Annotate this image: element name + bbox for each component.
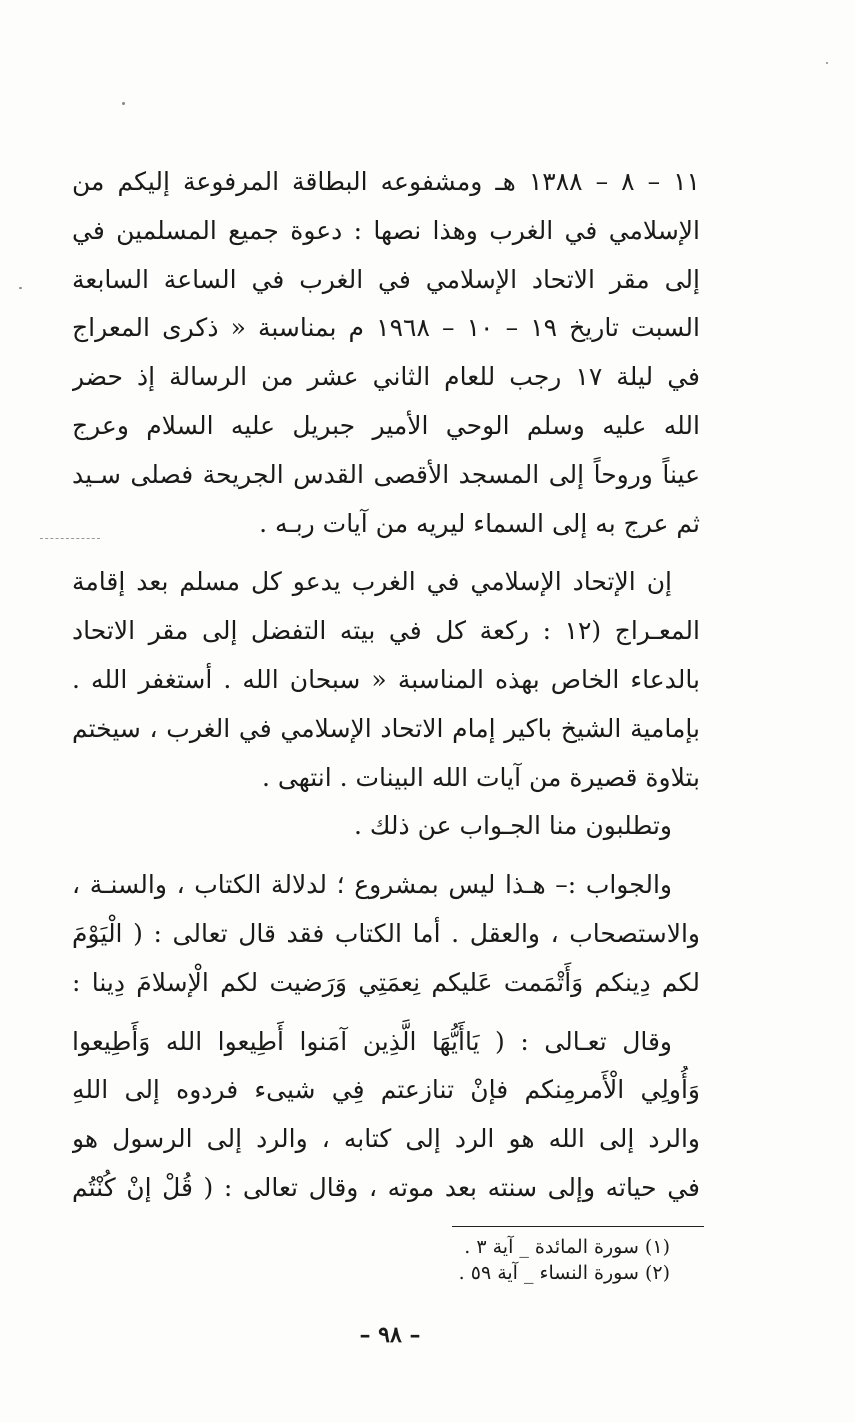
text-line: السبت تاريخ ١٩ – ١٠ – ١٩٦٨ م بمناسبة « ذكرى المعراج bbox=[72, 313, 700, 343]
paragraph-gap bbox=[72, 1008, 700, 1018]
footnote-item: (١) سورة المائدة _ آية ٣ . bbox=[464, 1236, 670, 1258]
text-line: في حياته وإلى سنته بعد موته ، وقال تعالى : ( قُلْ إنْ كُنْتُم bbox=[72, 1172, 700, 1202]
text-line: ثم عرج به إلى السماء ليريه من آيات ربـه . bbox=[259, 508, 700, 538]
text-line: وَأُولِي الْأَمرمِنكم فإنْ تنازعتم فِي شيىء فردوه إلى اللهِ bbox=[72, 1075, 700, 1105]
text-line: بتلاوة قصيرة من آيات الله البينات . انتهى . bbox=[261, 762, 700, 792]
footnotes bbox=[380, 1234, 670, 1286]
main-text bbox=[72, 158, 700, 1213]
footnote-rule bbox=[452, 1226, 704, 1227]
text-line: والاستصحاب ، والعقل . أما الكتاب فقد قال تعالى : ( الْيَوْمَ bbox=[72, 918, 700, 948]
text-line: والجواب :– هـذا ليس بمشروع ؛ لدلالة الكتاب ، والسنـة ، bbox=[72, 870, 672, 900]
text-line: وتطلبون منا الجـواب عن ذلك . bbox=[353, 811, 672, 841]
text-line: ١١ – ٨ – ١٣٨٨ هـ ومشفوعه البطاقة المرفوعة إليكم من bbox=[72, 167, 700, 196]
text-line: المعـراج (١٢ : ركعة كل في بيته التفضل إلى مقر الاتحاد bbox=[72, 616, 700, 646]
text-line: بالدعاء الخاص بهذه المناسبة « سبحان الله . أستغفر الله . bbox=[72, 664, 700, 694]
text-line: الإسلامي في الغرب وهذا نصها : دعوة جميع المسلمين في bbox=[72, 215, 700, 245]
text-line: إلى مقر الاتحاد الإسلامي في الغرب في الساعة السابعة bbox=[72, 264, 700, 294]
text-line: لكم دِينكم وَأَتْمَمت عَليكم نِعمَتِي وَرَضيت لكم الْإسلامَ دِينا : bbox=[72, 967, 700, 997]
text-line: بإمامية الشيخ باكير إمام الاتحاد الإسلامي في الغرب ، سيختم bbox=[72, 713, 700, 743]
page-number: – ٩٨ – bbox=[359, 1322, 421, 1348]
text-line: عيناً وروحاً إلى المسجد الأقصى القدس الجريحة فصلى سـيد bbox=[72, 459, 700, 489]
paragraph-gap bbox=[72, 851, 700, 861]
text-line: وقال تعـالى : ( يَاأَيُّهَا الَّذِين آمَنوا أَطِيعوا الله وَأَطِيعوا bbox=[72, 1026, 672, 1056]
scan-speck bbox=[122, 102, 125, 105]
footnote-item: (٢) سورة النساء _ آية ٥٩ . bbox=[458, 1262, 670, 1284]
text-line: إن الإتحاد الإسلامي في الغرب يدعو كل مسلم بعد إقامة bbox=[72, 567, 672, 597]
text-line: والرد إلى الله هو الرد إلى كتابه ، والرد إلى الرسول هو bbox=[72, 1124, 700, 1154]
scan-speck bbox=[826, 62, 828, 64]
scan-speck bbox=[19, 287, 22, 289]
text-line: الله عليه وسلم الوحي الأمير جبريل عليه السلام وعرج bbox=[72, 410, 700, 440]
paragraph-gap bbox=[72, 548, 700, 558]
text-line: في ليلة ١٧ رجب للعام الثاني عشر من الرسالة إذ حضر bbox=[72, 362, 700, 392]
